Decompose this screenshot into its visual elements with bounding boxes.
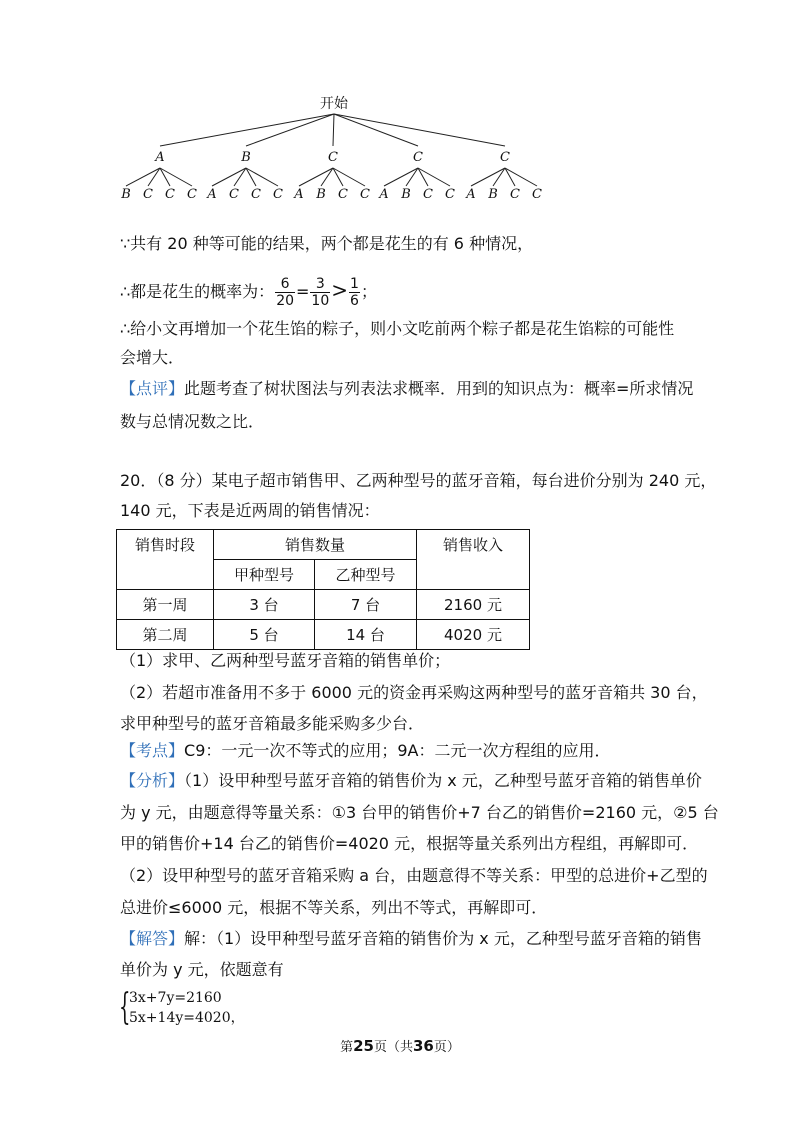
fenxi-line-4: （2）设甲种型号的蓝牙音箱采购 a 台，由题意得不等关系：甲型的总进价+乙型的 [120, 866, 708, 885]
probability-prefix: ∴都是花生的概率为： [120, 282, 275, 301]
tree-leaf-label: C [229, 187, 239, 202]
footer-post: 页） [433, 1040, 460, 1055]
fenxi-tag: 【分析】 [120, 771, 185, 790]
frac-numerator: 6 [275, 276, 295, 293]
tree-leaf-label: C [338, 187, 348, 202]
tree-leaf-label: C [510, 187, 520, 202]
tree-edge [384, 168, 418, 186]
semicolon: ； [360, 282, 377, 301]
tree-edge [299, 168, 333, 186]
tree-leaf-label: A [379, 187, 389, 202]
tree-leaf-label: C [251, 187, 261, 202]
frac-numerator: 3 [310, 276, 330, 293]
tree-leaf-label: C [360, 187, 370, 202]
review-line [120, 378, 693, 400]
system-brace: { [119, 987, 131, 1028]
equation-system [129, 988, 245, 1028]
tree-leaf-label: B [316, 187, 326, 202]
header-type-b: 乙种型号 [315, 560, 417, 590]
page-number: 25 [353, 1037, 374, 1055]
row-type-a: 5 台 [214, 620, 315, 650]
footer-mid: 页（共 [373, 1040, 413, 1055]
equation-2-row [129, 1008, 245, 1028]
equation-2: 5x+14y=4020 [129, 1010, 231, 1026]
solution-line-3: ∴给小文再增加一个花生馅的粽子，则小文吃前两个粽子都是花生馅粽的可能性 [120, 319, 675, 338]
tree-leaf-label: C [187, 187, 197, 202]
frac-denominator: 20 [276, 293, 295, 309]
row-type-b: 14 台 [315, 620, 417, 650]
tree-branch-label: A [155, 150, 165, 165]
tree-edge [246, 114, 334, 146]
page-total: 36 [413, 1037, 434, 1055]
fenxi-line-1 [120, 770, 702, 792]
tree-leaf-label: A [466, 187, 476, 202]
tree-edge [126, 168, 160, 186]
tree-branch-label: C [328, 150, 338, 165]
probability-line [120, 270, 377, 312]
table-row [117, 590, 530, 620]
sales-table [116, 529, 530, 650]
tree-edge [334, 114, 505, 146]
tree-branch-label: C [413, 150, 423, 165]
review-line-2: 数与总情况数之比． [120, 412, 265, 431]
fraction-3-10 [310, 276, 330, 309]
review-text: 此题考查了树状图法与列表法求概率．用到的知识点为：概率=所求情况 [184, 379, 694, 398]
review-tag: 【点评】 [120, 379, 185, 398]
header-period: 销售时段 [117, 530, 214, 590]
solution-line-1: ∵共有 20 种等可能的结果，两个都是花生的有 6 种情况， [120, 234, 534, 253]
kaodian-text: C9：一元一次不等式的应用；9A：二元一次方程组的应用． [184, 741, 611, 760]
row-type-b: 7 台 [315, 590, 417, 620]
tree-leaf-label: C [423, 187, 433, 202]
tree-edge [212, 168, 246, 186]
tree-leaf-label: B [401, 187, 411, 202]
frac-numerator: 1 [350, 276, 359, 292]
fenxi-text-1: （1）设甲种型号蓝牙音箱的销售价为 x 元，乙种型号蓝牙音箱的销售单价 [184, 771, 702, 790]
tree-edge [334, 114, 418, 146]
row-type-a: 3 台 [214, 590, 315, 620]
tree-leaf-label: C [532, 187, 542, 202]
row-period: 第一周 [117, 590, 214, 620]
footer-pre: 第 [340, 1040, 354, 1055]
table-row [117, 620, 530, 650]
tree-leaf-label: C [165, 187, 175, 202]
jieda-line-1 [120, 928, 702, 950]
tree-root-label: 开始 [320, 96, 348, 112]
tree-edge [471, 168, 505, 186]
tree-leaf-label: A [294, 187, 304, 202]
greater-than-sign: > [331, 278, 349, 302]
tree-leaf-label: C [445, 187, 455, 202]
tree-leaf-label: B [488, 187, 498, 202]
frac-denominator: 10 [311, 293, 330, 309]
kaodian-tag: 【考点】 [120, 741, 185, 760]
question-1: （1）求甲、乙两种型号蓝牙音箱的销售单价； [120, 651, 451, 670]
fraction-1-6 [349, 276, 360, 309]
jieda-text-1: 解：（1）设甲种型号蓝牙音箱的销售价为 x 元，乙种型号蓝牙音箱的销售 [184, 929, 702, 948]
equation-comma: ， [230, 1010, 245, 1026]
frac-denominator: 6 [350, 293, 359, 309]
equals-sign: = [296, 282, 310, 301]
tree-leaf-label: B [121, 187, 131, 202]
row-period: 第二周 [117, 620, 214, 650]
jieda-tag: 【解答】 [120, 929, 185, 948]
fenxi-line-2: 为 y 元，由题意得等量关系：①3 台甲的销售价+7 台乙的销售价=2160 元，②5 台 [120, 803, 719, 822]
row-income: 4020 元 [417, 620, 530, 650]
tree-lines [0, 0, 800, 220]
fenxi-line-3: 甲的销售价+14 台乙的销售价=4020 元，根据等量关系列出方程组，再解即可． [120, 834, 699, 853]
tree-leaf-label: C [143, 187, 153, 202]
equation-1: 3x+7y=2160 [129, 990, 222, 1006]
tree-branch-label: B [241, 150, 251, 165]
fenxi-line-5: 总进价≤6000 元，根据不等关系，列出不等式，再解即可． [120, 898, 548, 917]
problem-20-line-2: 140 元，下表是近两周的销售情况： [120, 501, 380, 520]
tree-branch-label: C [500, 150, 510, 165]
page-footer [0, 1036, 800, 1055]
header-income: 销售收入 [417, 530, 530, 590]
fraction-6-20 [275, 276, 295, 309]
question-2-line-1: （2）若超市准备用不多于 6000 元的资金再采购这两种型号的蓝牙音箱共 30 台， [120, 683, 708, 702]
header-type-a: 甲种型号 [214, 560, 315, 590]
tree-leaf-label: C [273, 187, 283, 202]
question-2-line-2: 求甲种型号的蓝牙音箱最多能采购多少台． [120, 714, 425, 733]
tree-edge [333, 114, 334, 146]
tree-leaf-label: A [207, 187, 217, 202]
kaodian-line [120, 740, 611, 762]
solution-line-4: 会增大． [120, 348, 185, 367]
row-income: 2160 元 [417, 590, 530, 620]
problem-20-line-1: 20．（8 分）某电子超市销售甲、乙两种型号的蓝牙音箱，每台进价分别为 240 元， [120, 471, 717, 490]
header-quantity: 销售数量 [214, 530, 417, 560]
tree-edge [160, 114, 334, 146]
jieda-line-2: 单价为 y 元，依题意有 [120, 960, 284, 979]
